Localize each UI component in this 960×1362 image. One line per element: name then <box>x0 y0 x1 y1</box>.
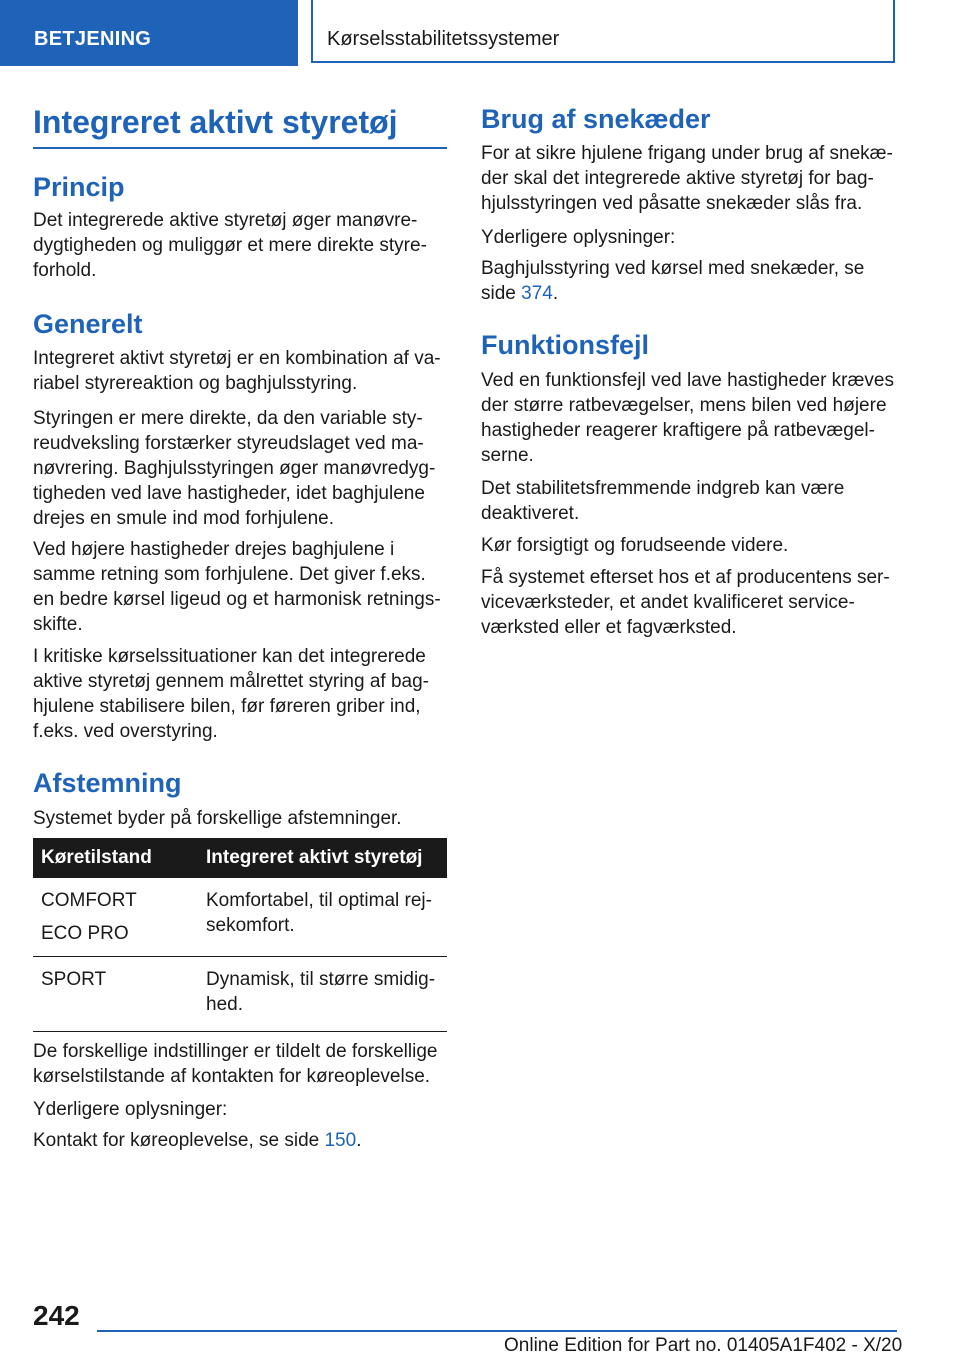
generelt-paragraph-3: Ved højere hastigheder drejes baghjulene i samme retning som forhjulene. Det giver f.eks. en bedre kørsel ligeud og et harmonisk retnings- skifte. <box>33 539 441 635</box>
funktionsfejl-paragraph-3: Kør forsigtigt og forudseende videre. <box>481 535 789 556</box>
page-link-374[interactable]: 374 <box>521 283 553 304</box>
heading-snekaeder: Brug af snekæder <box>481 104 711 134</box>
page-number: 242 <box>33 1300 80 1331</box>
heading-afstemning: Afstemning <box>33 768 182 798</box>
funktionsfejl-paragraph-2: Det stabilitetsfremmende indgreb kan være deaktiveret. <box>481 478 845 524</box>
table-cell-mode: SPORT <box>33 957 198 1032</box>
funktionsfejl-paragraph-4: Få systemet efterset hos et af producentens ser- viceværksteder, et andet kvalificeret service- værksted eller et fagværksted. <box>481 567 890 638</box>
table-row <box>33 957 447 1032</box>
table-header-cell: Integreret aktivt styretøj <box>198 838 447 878</box>
princip-paragraph: Det integrerede aktive styretøj øger manøvre- dygtigheden og muliggør et mere direkte styre- forhold. <box>33 210 427 281</box>
page-link-150[interactable]: 150 <box>324 1130 357 1151</box>
snekaeder-paragraph-2: Yderligere oplysninger: <box>481 227 676 248</box>
table-header-row <box>33 838 447 878</box>
page-title: Integreret aktivt styretøj <box>33 104 398 140</box>
after-table-paragraph-1: De forskellige indstillinger er tildelt de forskellige kørselstilstande af kontakten for køreoplevelse. <box>33 1041 438 1087</box>
table-header-cell: Køretilstand <box>33 838 198 878</box>
edition-note: Online Edition for Part no. 01405A1F402 - X/20 <box>504 1335 903 1356</box>
table-row <box>33 878 447 957</box>
generelt-paragraph-1: Integreret aktivt styretøj er en kombination af va- riabel styrereaktion og baghjulsstyring. <box>33 348 441 394</box>
generelt-paragraph-4: I kritiske kørselssituationer kan det integrerede aktive styretøj gennem målrettet styring af bag- hjulene stabilisere bilen, før føreren griber ind, f.eks. ved overstyring. <box>33 646 429 742</box>
after-table-paragraph-2: Yderligere oplysninger: <box>33 1099 228 1120</box>
afstemning-paragraph: Systemet byder på forskellige afstemninger. <box>33 808 402 829</box>
heading-princip: Princip <box>33 172 125 202</box>
title-divider <box>33 147 447 149</box>
after-table-paragraph-3: Kontakt for køreoplevelse, se side 150. <box>33 1130 362 1151</box>
footer-divider <box>97 1330 897 1332</box>
snekaeder-paragraph-3: Baghjulsstyring ved kørsel med snekæder, se side 374. <box>481 258 865 304</box>
table-cell-mode: COMFORT ECO PRO <box>33 878 198 957</box>
drive-mode-table <box>33 838 447 1032</box>
snekaeder-paragraph-1: For at sikre hjulene frigang under brug af snekæ- der skal det integrerede aktive styretøj for bag- hjulsstyringen ved påsatte snekæder slås fra. <box>481 143 893 214</box>
table-cell-desc: Komfortabel, til optimal rej- sekomfort. <box>198 878 447 957</box>
generelt-paragraph-2: Styringen er mere direkte, da den variable sty- reudveksling forstærker styreudslaget ved ma- nøvrering. Baghjulsstyringen øger manøvredyg- tigheden ved lave hastigheder, idet baghjulene drejes en smule ind mod forhjulene. <box>33 408 436 529</box>
heading-funktionsfejl: Funktionsfejl <box>481 330 649 360</box>
chapter-title: Kørselsstabilitetssystemer <box>311 0 895 63</box>
section-tab: BETJENING <box>0 0 298 66</box>
funktionsfejl-paragraph-1: Ved en funktionsfejl ved lave hastigheder kræves der større ratbevægelser, mens bilen ved højere hastigheder reagerer kraftigere på ratbevægel- serne. <box>481 370 894 466</box>
heading-generelt: Generelt <box>33 309 143 339</box>
table-cell-desc: Dynamisk, til større smidig- hed. <box>198 957 447 1032</box>
